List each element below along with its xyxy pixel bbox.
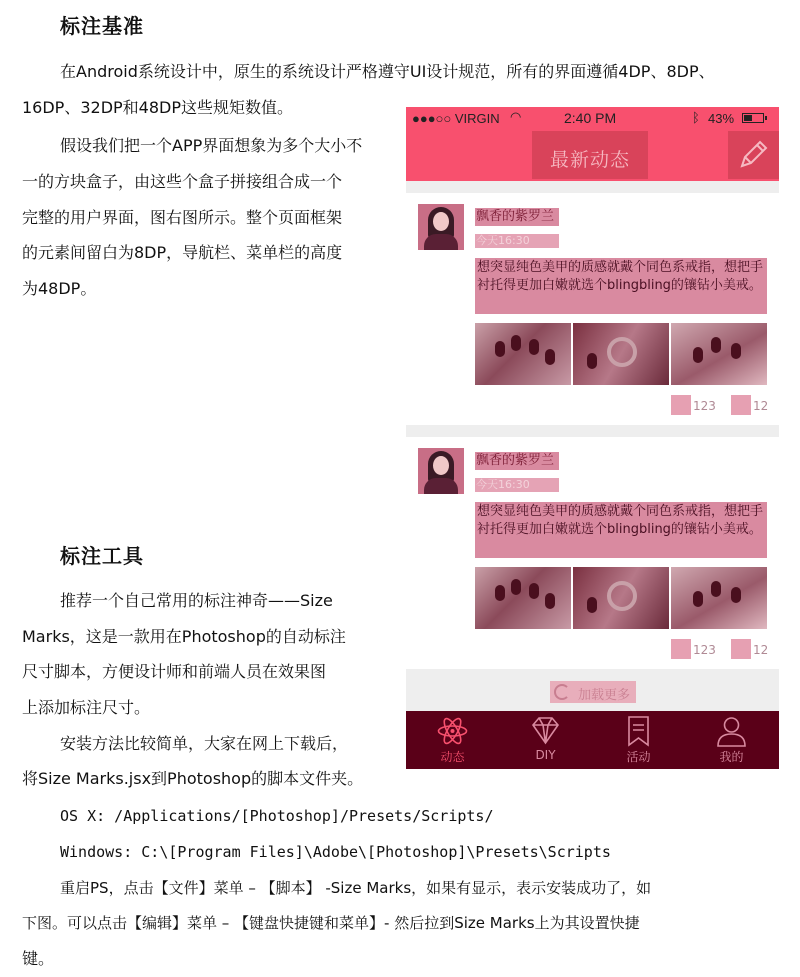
paragraph-line: 上添加标注尺寸。 bbox=[22, 698, 151, 717]
heart-icon bbox=[671, 395, 691, 415]
paragraph-line: 推荐一个自己常用的标注神奇——Size bbox=[60, 591, 333, 610]
tab-label: 动态 bbox=[440, 750, 465, 764]
tab-bar bbox=[406, 711, 779, 769]
atom-icon bbox=[406, 715, 499, 747]
wifi-icon: ◠ bbox=[510, 109, 522, 124]
nav-title-box bbox=[532, 131, 648, 179]
carrier-label: ●●●○○ VIRGIN bbox=[412, 111, 500, 126]
nav-title: 最新动态 bbox=[549, 149, 630, 171]
tab-label: DIY bbox=[535, 748, 556, 762]
heart-icon bbox=[671, 639, 691, 659]
post-username[interactable]: 飘香的紫罗兰 bbox=[475, 208, 559, 226]
like-count: 123 bbox=[693, 643, 716, 657]
load-more-label: 加载更多 bbox=[578, 688, 631, 703]
post-photos bbox=[475, 567, 767, 629]
pencil-icon bbox=[731, 639, 751, 659]
paragraph-line: 尺寸脚本，方便设计师和前端人员在效果图 bbox=[22, 662, 327, 681]
bookmark-icon bbox=[592, 715, 685, 747]
pencil-icon bbox=[731, 395, 751, 415]
tab-feed[interactable] bbox=[406, 711, 499, 769]
paragraph-line: 假设我们把一个APP界面想象为多个大小不 bbox=[60, 136, 363, 155]
clock-label: 2:40 PM bbox=[564, 110, 617, 126]
user-icon bbox=[685, 715, 778, 747]
post-text: 想突显纯色美甲的质感就戴个同色系戒指，想把手衬托得更加白嫩就选个blingbling的镶钻小美戒。 bbox=[475, 502, 767, 558]
post-username[interactable]: 飘香的紫罗兰 bbox=[475, 452, 559, 470]
comment-count: 12 bbox=[753, 643, 769, 657]
paragraph-line: 完整的用户界面，图右图所示。整个页面框架 bbox=[22, 208, 343, 227]
post-card bbox=[406, 437, 779, 669]
battery-icon bbox=[742, 113, 764, 123]
status-bar bbox=[406, 107, 779, 129]
paragraph-line: 安装方法比较简单，大家在网上下载后， bbox=[60, 734, 349, 753]
paragraph-line: 下图。可以点击【编辑】菜单 – 【键盘快捷键和菜单】- 然后拉到Size Marks上为其设置快捷 bbox=[22, 914, 640, 932]
section-title-annotation-tools: 标注工具 bbox=[60, 544, 144, 568]
post-photo[interactable] bbox=[475, 567, 571, 629]
phone-mockup bbox=[406, 107, 779, 769]
paragraph-line: 为48DP。 bbox=[22, 279, 97, 298]
battery-label: 43% bbox=[708, 111, 735, 126]
section-title-annotation-baseline: 标注基准 bbox=[60, 14, 144, 38]
diamond-icon bbox=[499, 715, 592, 747]
post-photo[interactable] bbox=[671, 323, 767, 385]
paragraph-line: 键。 bbox=[22, 949, 55, 968]
tab-events[interactable] bbox=[592, 711, 685, 769]
refresh-icon bbox=[554, 684, 570, 700]
paragraph-line: 将Size Marks.jsx到Photoshop的脚本文件夹。 bbox=[22, 769, 364, 788]
edit-button[interactable] bbox=[728, 131, 779, 179]
paragraph-line: 在Android系统设计中，原生的系统设计严格遵守UI设计规范，所有的界面遵循4DP、8DP、 bbox=[60, 62, 715, 81]
paragraph-line: 的元素间留白为8DP，导航栏、菜单栏的高度 bbox=[22, 243, 343, 262]
path-windows: Windows: C:\[Program Files]\Adobe\[Photoshop]\Presets\Scripts bbox=[60, 843, 611, 861]
path-osx: OS X: /Applications/[Photoshop]/Presets/Scripts/ bbox=[60, 807, 494, 825]
pencil-icon bbox=[728, 131, 779, 179]
tab-me[interactable] bbox=[685, 711, 778, 769]
avatar[interactable] bbox=[418, 204, 464, 250]
nav-bar bbox=[406, 129, 779, 181]
post-photo[interactable] bbox=[573, 323, 669, 385]
tab-diy[interactable] bbox=[499, 711, 592, 769]
paragraph-line: 一的方块盒子，由这些个盒子拼接组合成一个 bbox=[22, 172, 343, 191]
post-photo[interactable] bbox=[671, 567, 767, 629]
tab-label: 活动 bbox=[626, 750, 651, 764]
post-photo[interactable] bbox=[573, 567, 669, 629]
paragraph-line: 重启PS，点击【文件】菜单 – 【脚本】 -Size Marks，如果有显示，表示安装成功了，如 bbox=[60, 879, 652, 897]
post-text: 想突显纯色美甲的质感就戴个同色系戒指，想把手衬托得更加白嫩就选个blingbling的镶钻小美戒。 bbox=[475, 258, 767, 314]
like-count: 123 bbox=[693, 399, 716, 413]
post-photos bbox=[475, 323, 767, 385]
post-time: 今天16:30 bbox=[475, 234, 559, 248]
paragraph-line: 16DP、32DP和48DP这些规矩数值。 bbox=[22, 98, 293, 117]
comment-count: 12 bbox=[753, 399, 769, 413]
tab-label: 我的 bbox=[719, 750, 744, 764]
post-photo[interactable] bbox=[475, 323, 571, 385]
bluetooth-icon: ᛒ bbox=[692, 110, 700, 125]
load-more-button[interactable] bbox=[550, 681, 636, 703]
post-time: 今天16:30 bbox=[475, 478, 559, 492]
paragraph-line: Marks，这是一款用在Photoshop的自动标注 bbox=[22, 627, 346, 646]
avatar[interactable] bbox=[418, 448, 464, 494]
post-card bbox=[406, 193, 779, 425]
